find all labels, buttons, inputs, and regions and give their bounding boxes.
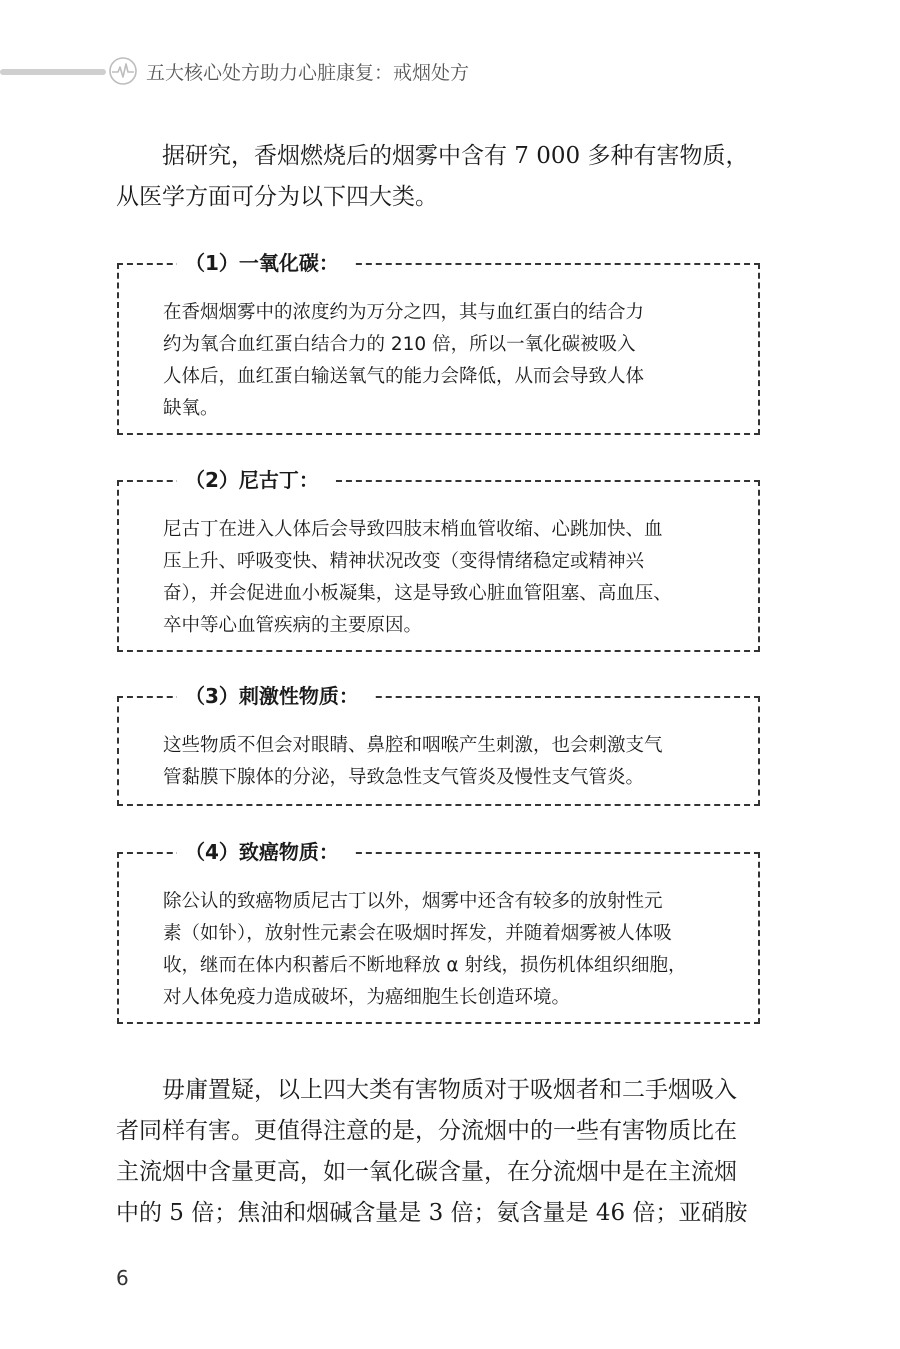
page-number: 6 bbox=[116, 1266, 129, 1290]
box-title: （3）刺激性物质： bbox=[177, 681, 373, 711]
info-box-nicotine bbox=[117, 468, 760, 652]
box-title: （1）一氧化碳： bbox=[177, 248, 353, 278]
info-box-irritants bbox=[117, 684, 760, 806]
box-title: （4）致癌物质： bbox=[177, 837, 353, 867]
header-decor-line bbox=[0, 69, 106, 75]
heart-pulse-icon bbox=[108, 56, 138, 86]
running-header-title: 五大核心处方助力心脏康复：戒烟处方 bbox=[146, 62, 470, 84]
intro-line-1: 据研究，香烟燃烧后的烟雾中含有 7 000 多种有害物质， bbox=[162, 143, 749, 169]
info-box-carbon-monoxide bbox=[117, 251, 760, 435]
box-body: 除公认的致癌物质尼古丁以外，烟雾中还含有较多的放射性元 素（如钋），放射性元素会在吸烟时挥发，并随着烟雾被人体吸 收，继而在体内积蓄后不断地释放 α 射线，损伤机体组织细胞， 对人体免疫力造成破坏，为癌细胞生长创造环境。 bbox=[163, 891, 687, 1008]
conclusion-paragraph: 毋庸置疑，以上四大类有害物质对于吸烟者和二手烟吸入 者同样有害。更值得注意的是，分流烟中的一些有害物质比在 主流烟中含量更高，如一氧化碳含量，在分流烟中是在主流烟 中的 5 倍；焦油和烟碱含量是 3 倍；氨含量是 46 倍；亚硝胺 bbox=[116, 1077, 748, 1226]
box-body: 这些物质不但会对眼睛、鼻腔和咽喉产生刺激，也会刺激支气 管黏膜下腺体的分泌，导致急性支气管炎及慢性支气管炎。 bbox=[163, 735, 663, 788]
box-body: 尼古丁在进入人体后会导致四肢末梢血管收缩、心跳加快、血 压上升、呼吸变快、精神状况改变（变得情绪稳定或精神兴 奋），并会促进血小板凝集，这是导致心脏血管阻塞、高血压、 卒中等心血管疾病的主要原因。 bbox=[163, 519, 672, 636]
box-title: （2）尼古丁： bbox=[177, 465, 333, 495]
intro-line-2: 从医学方面可分为以下四大类。 bbox=[116, 184, 438, 210]
info-box-carcinogens bbox=[117, 840, 760, 1024]
box-body: 在香烟烟雾中的浓度约为万分之四，其与血红蛋白的结合力 约为氧合血红蛋白结合力的 210 倍，所以一氧化碳被吸入 人体后，血红蛋白输送氧气的能力会降低，从而会导致人体 缺氧。 bbox=[163, 302, 645, 419]
intro-paragraph bbox=[116, 136, 762, 218]
